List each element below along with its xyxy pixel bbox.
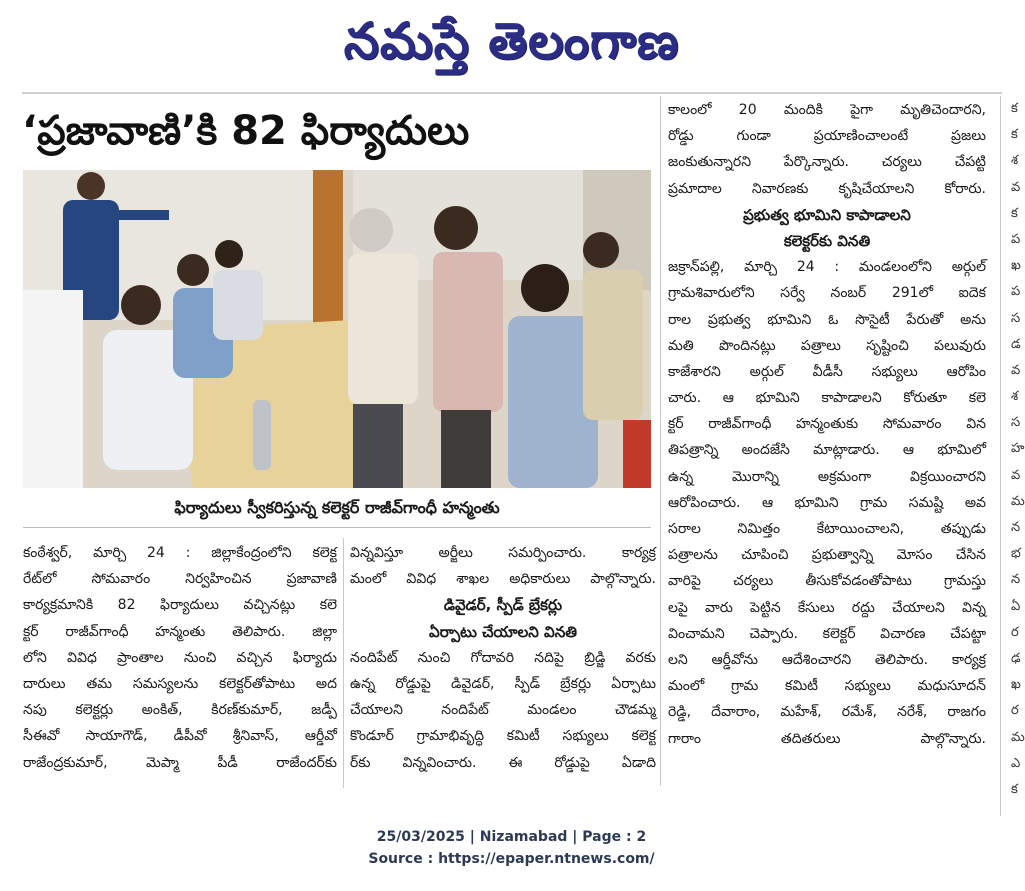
text-line: లోని వివిధ ప్రాంతాల నుంచి వచ్చిన ఫిర్యాదు bbox=[23, 649, 337, 666]
text-line: ప్రమాదాల నివారణకు కృషిచేయాలని కోరారు. bbox=[668, 180, 986, 197]
text-line: రాల ప్రభుత్వ భూమిని ఓ సొసైటీ పేరుతో అను bbox=[668, 311, 986, 328]
edge-fragment: ఖ bbox=[1011, 258, 1021, 274]
text-line: ఆరోపించారు. ఆ భూమిని గ్రామ సమష్టి అవ bbox=[668, 494, 986, 511]
text-line: కాజేశారని అర్గుల్ వీడీసీ సభ్యులు ఆరోపిం bbox=[668, 363, 986, 380]
subheading-land-line-1: ప్రభుత్వ భూమిని కాపాడాలని bbox=[743, 205, 911, 224]
article-column-3 bbox=[668, 97, 986, 752]
edge-fragment: న bbox=[1011, 572, 1021, 588]
text-line: సరాల నిమిత్తం కేటాయించాలని, తప్పుడు bbox=[668, 521, 986, 537]
column-2-text-a bbox=[350, 540, 656, 592]
article-column-2 bbox=[350, 540, 656, 776]
text-line: గ్రామశివారులోని సర్వే నంబర్ 291లో ఐదెక bbox=[668, 285, 986, 302]
masthead-rule bbox=[22, 92, 1002, 94]
text-line: కొండూర్ గ్రామాభివృద్ధి కమిటీ సభ్యులు కలెక్ట bbox=[350, 728, 656, 745]
subheading-divider-line-2: ఏర్పాటు చేయాలని వినతి bbox=[429, 622, 577, 641]
edge-fragment: హ bbox=[1011, 441, 1025, 457]
text-line: మంలో వివిధ శాఖల అధికారులు పాల్గొన్నారు. bbox=[350, 571, 656, 588]
text-line: క్టర్ రాజీవ్‌గాంధీ హన్మంతు తెలిపారు. జిల్లా bbox=[23, 623, 337, 640]
text-line: దారులు తమ సమస్యలను కలెక్టర్‌తోపాటు అద bbox=[23, 675, 337, 692]
text-line: వించామని చెప్పారు. కలెక్టర్ విచారణ చేపట్టా bbox=[668, 625, 986, 642]
text-line: గారాం తదితరులు పాల్గొన్నారు. bbox=[668, 730, 986, 747]
column-divider bbox=[660, 96, 661, 786]
text-line: రాజేంద్రకుమార్, మెప్మా పీడీ రాజేందర్‌కు bbox=[23, 754, 337, 771]
text-line: నందిపేట్ నుంచి గోదావరి నదిపై బ్రిడ్జి వరకు bbox=[350, 649, 656, 666]
text-line: పత్రాలను చూపించి ప్రభుత్వాన్ని మోసం చేసిన bbox=[668, 547, 986, 564]
text-line: కార్యక్రమానికి 82 ఫిర్యాదులు వచ్చినట్లు కలె bbox=[23, 597, 337, 614]
text-line: లని ఆర్డీవోను ఆదేశించారని తెలిపారు. కార్యక్ర bbox=[668, 651, 986, 668]
edge-fragment: వ bbox=[1011, 467, 1021, 483]
text-line: ఉన్న మొరాన్ని అక్రమంగా విక్రయించారని bbox=[668, 468, 986, 485]
caption-rule bbox=[23, 527, 651, 528]
article-column-1 bbox=[23, 540, 337, 776]
edge-fragment: భ bbox=[1011, 546, 1021, 562]
edge-fragment: డ bbox=[1011, 336, 1021, 352]
edge-fragment: క bbox=[1011, 101, 1018, 116]
text-line: విన్నవిస్తూ అర్జీలు సమర్పించారు. కార్యక్ర bbox=[350, 545, 656, 561]
text-line: ర్‌కు విన్నవించారు. ఈ రోడ్డుపై ఏడాది bbox=[350, 754, 656, 771]
newspaper-logo: నమస్తే తెలంగాణ bbox=[343, 12, 680, 70]
article-headline: ‘ప్రజావాణి’కి 82 ఫిర్యాదులు bbox=[22, 108, 470, 154]
photo-caption: ఫిర్యాదులు స్వీకరిస్తున్న కలెక్టర్ రాజీవ్‌గాంధీ హన్మంతు bbox=[174, 498, 500, 517]
adjacent-article-edge bbox=[1000, 96, 1024, 816]
text-line: ఉన్న రోడ్డుపై డివైడర్, స్పీడ్ బ్రేకర్లు ఏర్పాటు bbox=[350, 675, 656, 692]
column-divider bbox=[343, 538, 344, 788]
text-line: జక్రాన్‌పల్లి, మార్చి 24 : మండలంలోని అర్గుల్ bbox=[668, 259, 986, 276]
text-line: రెడ్డి, దేవారాం, మహేశ్, రమేశ్, నరేశ్, రాజగం bbox=[668, 704, 986, 721]
edge-fragment: మ bbox=[1011, 729, 1025, 745]
edge-fragment: ర bbox=[1011, 624, 1019, 640]
text-line: కాలంలో 20 మందికి పైగా మృతిచెందారని, bbox=[668, 102, 986, 118]
footer-source: Source : https://epaper.ntnews.com/ bbox=[368, 851, 655, 867]
edge-fragment: ర bbox=[1011, 703, 1019, 719]
edge-fragment: క bbox=[1011, 127, 1018, 143]
edge-fragment: ఏ bbox=[1011, 598, 1021, 614]
text-line: మతి పొందినట్లు పత్రాలు సృష్టించి పలువురు bbox=[668, 337, 986, 354]
edge-fragment: శ bbox=[1011, 153, 1019, 169]
masthead bbox=[0, 0, 1023, 82]
text-line: చేయాలని నందిపేట్ మండలం చౌడమ్మ bbox=[350, 702, 656, 719]
text-line: కంఠేశ్వర్, మార్చి 24 : జిల్లాకేంద్రంలోని కలెక్ట bbox=[23, 545, 337, 561]
column-2-text-b bbox=[350, 645, 656, 776]
text-line: రోడ్డు గుండా ప్రయాణించాలంటే ప్రజలు bbox=[668, 128, 986, 145]
text-line: మంలో గ్రామ కమిటీ సభ్యులు మధుసూదన్ bbox=[668, 678, 986, 695]
column-3-text-b bbox=[668, 254, 986, 752]
edge-fragment: ఖ bbox=[1011, 677, 1021, 693]
edge-fragment: స bbox=[1011, 415, 1021, 431]
text-line: రేట్‌లో సోమవారం నిర్వహించిన ప్రజావాణి bbox=[23, 571, 337, 588]
edge-fragment: వ bbox=[1011, 179, 1021, 195]
text-line: చారు. ఆ భూమిని కాపాడాలని కోరుతూ కలె bbox=[668, 390, 986, 407]
subheading-land-line-2: కలెక్టర్‌కు వినతి bbox=[783, 231, 871, 250]
edge-fragment: మ bbox=[1011, 493, 1025, 509]
edge-fragment: ఢ bbox=[1011, 650, 1021, 666]
edge-fragment: ఎ bbox=[1011, 755, 1021, 771]
edge-fragment: ప bbox=[1011, 284, 1021, 300]
news-photo bbox=[23, 170, 651, 488]
text-line: సీఈవో సాయాగౌడ్, డీపీవో శ్రీనివాస్, ఆర్డీవో bbox=[23, 728, 337, 745]
text-line: జంకుతున్నారని పేర్కొన్నారు. చర్యలు చేపట్టి bbox=[668, 154, 986, 171]
edge-fragment: న bbox=[1011, 520, 1021, 535]
text-line: క్టర్ రాజీవ్‌గాంధీ హన్మంతుకు సోమవారం విన bbox=[668, 416, 986, 433]
edge-fragment: క bbox=[1011, 781, 1018, 797]
footer-date-edition: 25/03/2025 | Nizamabad | Page : 2 bbox=[376, 829, 647, 845]
text-line: నపు కలెక్టర్లు అంకిత్, కిరణ్‌కుమార్, జడ్పీ bbox=[23, 702, 337, 719]
edge-fragment: ప bbox=[1011, 231, 1021, 247]
edge-fragment: శ bbox=[1011, 389, 1019, 405]
text-line: తిపత్రాన్ని అందజేసి మాట్లాడారు. ఆ భూమిలో bbox=[668, 442, 986, 459]
edge-fragment: స bbox=[1011, 310, 1021, 326]
subheading-divider-line-1: డివైడర్, స్పీడ్ బ్రేకర్లు bbox=[443, 596, 563, 615]
text-line: లపై వారు పెట్టిన కేసులు రద్దు చేయాలని విన్న bbox=[668, 599, 986, 616]
meeting-photo-illustration bbox=[23, 170, 651, 488]
page-footer bbox=[0, 826, 1023, 870]
column-3-text-a bbox=[668, 97, 986, 202]
edge-fragment: వ bbox=[1011, 362, 1021, 378]
text-line: వారిపై చర్యలు తీసుకోవడంతోపాటు గ్రామస్తు bbox=[668, 573, 986, 590]
edge-fragment: క bbox=[1011, 205, 1018, 221]
